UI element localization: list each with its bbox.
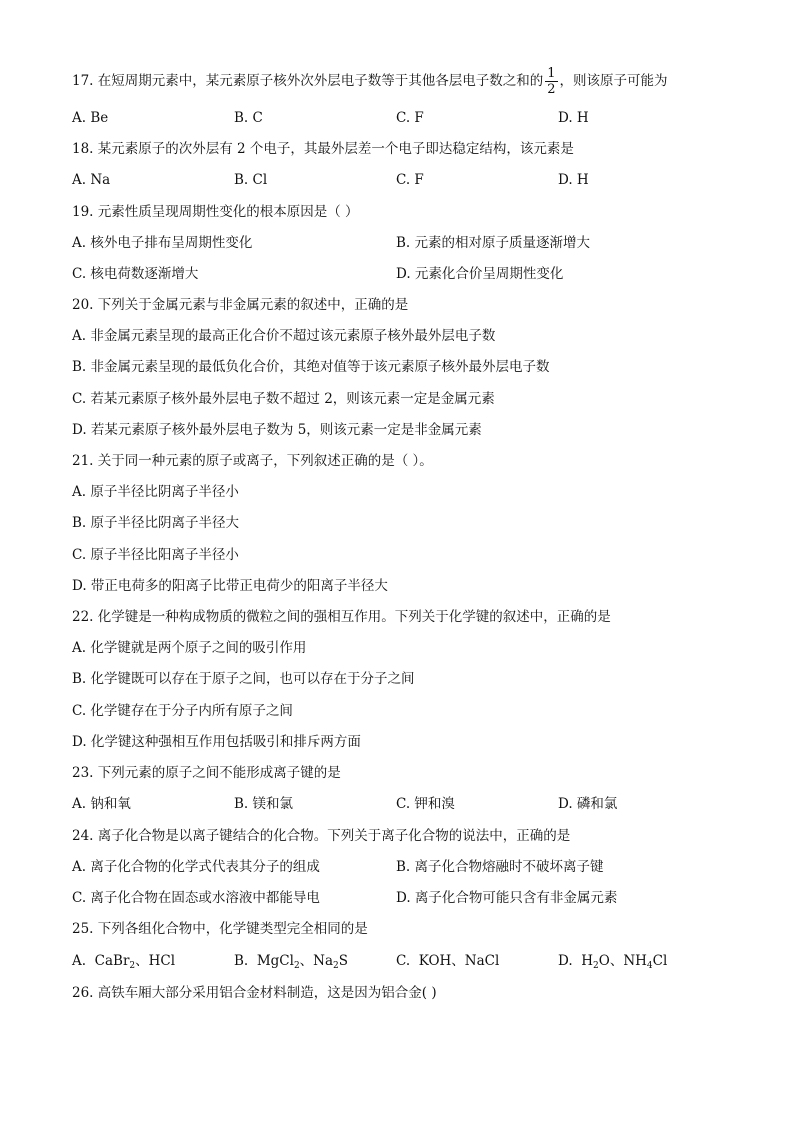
question-21-stem: 21. 关于同一种元素的原子或离子，下列叙述正确的是（ ）。	[72, 453, 433, 469]
question-25-option-b	[234, 952, 348, 970]
question-17-stem	[72, 66, 668, 97]
formula-text: MgCl	[256, 953, 294, 969]
question-23-option-a: A. 钠和氧	[72, 796, 131, 812]
question-24-stem: 24. 离子化合物是以离子键结合的化合物。下列关于离子化合物的说法中，正确的是	[72, 828, 571, 844]
question-19-option-c: C. 核电荷数逐渐增大	[72, 266, 199, 282]
formula-subscript: 4	[646, 961, 653, 971]
question-20-option-d: D. 若某元素原子核外最外层电子数为 5，则该元素一定是非金属元素	[72, 422, 482, 438]
question-17-text-pre: 17. 在短周期元素中，某元素原子核外次外层电子数等于其他各层电子数之和的	[72, 73, 544, 89]
question-21-option-b: B. 原子半径比阴离子半径大	[72, 515, 240, 531]
question-18-stem: 18. 某元素原子的次外层有 2 个电子，其最外层差一个电子即达稳定结构，该元素是	[72, 141, 574, 157]
question-24-option-b: B. 离子化合物熔融时不破坏离子键	[396, 859, 604, 875]
formula-text: 、Na	[299, 953, 334, 969]
question-23-stem: 23. 下列元素的原子之间不能形成离子键的是	[72, 765, 341, 781]
formula-subscript: 2	[129, 961, 136, 971]
question-22-option-d: D. 化学键这种强相互作用包括吸引和排斥两方面	[72, 734, 361, 750]
formula-text: CaBr	[94, 953, 130, 969]
question-25-stem: 25. 下列各组化合物中，化学键类型完全相同的是	[72, 921, 368, 937]
question-25-option-c	[396, 952, 499, 970]
fraction-denominator: 2	[547, 82, 556, 97]
formula-text: O、NH	[598, 953, 647, 969]
fraction-numerator: 1	[547, 66, 556, 81]
question-18-option-d: D. H	[558, 172, 589, 188]
question-17-option-c: C. F	[396, 110, 424, 126]
question-24-option-c: C. 离子化合物在固态或水溶液中都能导电	[72, 890, 320, 906]
question-19-stem: 19. 元素性质呈现周期性变化的根本原因是（ ）	[72, 204, 359, 220]
formula-text: H	[581, 953, 594, 969]
question-22-option-c: C. 化学键存在于分子内所有原子之间	[72, 703, 293, 719]
question-24-option-d: D. 离子化合物可能只含有非金属元素	[396, 890, 618, 906]
fraction-one-half	[545, 66, 557, 97]
option-label: B.	[234, 953, 249, 969]
formula-subscript: 2	[293, 961, 300, 971]
question-19-option-d: D. 元素化合价呈周期性变化	[396, 266, 564, 282]
formula-text: KOH、NaCl	[418, 953, 500, 969]
question-22-option-a: A. 化学键就是两个原子之间的吸引作用	[72, 640, 307, 656]
question-22-option-b: B. 化学键既可以存在于原子之间，也可以存在于分子之间	[72, 671, 415, 687]
question-21-option-d: D. 带正电荷多的阳离子比带正电荷少的阳离子半径大	[72, 578, 388, 594]
question-20-stem: 20. 下列关于金属元素与非金属元素的叙述中，正确的是	[72, 297, 409, 313]
formula-text: Cl	[652, 953, 668, 969]
question-25-option-d	[558, 952, 667, 970]
question-23-option-d: D. 磷和氯	[558, 796, 618, 812]
question-17-option-a: A. Be	[72, 110, 109, 126]
question-20-option-b: B. 非金属元素呈现的最低负化合价，其绝对值等于该元素原子核外最外层电子数	[72, 359, 550, 375]
formula-text: S	[338, 953, 349, 969]
question-21-option-c: C. 原子半径比阳离子半径小	[72, 547, 239, 563]
question-22-stem: 22. 化学键是一种构成物质的微粒之间的强相互作用。下列关于化学键的叙述中，正确的是	[72, 609, 611, 625]
question-18-option-a: A. Na	[72, 172, 111, 188]
question-20-option-a: A. 非金属元素呈现的最高正化合价不超过该元素原子核外最外层电子数	[72, 328, 496, 344]
option-label: A.	[72, 953, 87, 969]
option-label: D.	[558, 953, 573, 969]
question-18-option-c: C. F	[396, 172, 424, 188]
question-17-option-d: D. H	[558, 110, 589, 126]
question-17-text-post: ，则该原子可能为	[559, 73, 668, 89]
question-19-option-a: A. 核外电子排布呈周期性变化	[72, 235, 253, 251]
formula-text: 、HCl	[135, 953, 176, 969]
formula-subscript: 2	[333, 961, 339, 971]
question-26-stem: 26. 高铁车厢大部分采用铝合金材料制造，这是因为铝合金( )	[72, 985, 437, 1001]
question-23-option-b: B. 镁和氯	[234, 796, 294, 812]
question-18-option-b: B. Cl	[234, 172, 268, 188]
question-25-option-a	[72, 952, 175, 970]
question-24-option-a: A. 离子化合物的化学式代表其分子的组成	[72, 859, 320, 875]
question-20-option-c: C. 若某元素原子核外最外层电子数不超过 2，则该元素一定是金属元素	[72, 391, 495, 407]
question-17-option-b: B. C	[234, 110, 263, 126]
question-21-option-a: A. 原子半径比阴离子半径小	[72, 484, 239, 500]
question-19-option-b: B. 元素的相对原子质量逐渐增大	[396, 235, 591, 251]
question-23-option-c: C. 钾和溴	[396, 796, 455, 812]
option-label: C.	[396, 953, 411, 969]
formula-subscript: 2	[593, 961, 599, 971]
